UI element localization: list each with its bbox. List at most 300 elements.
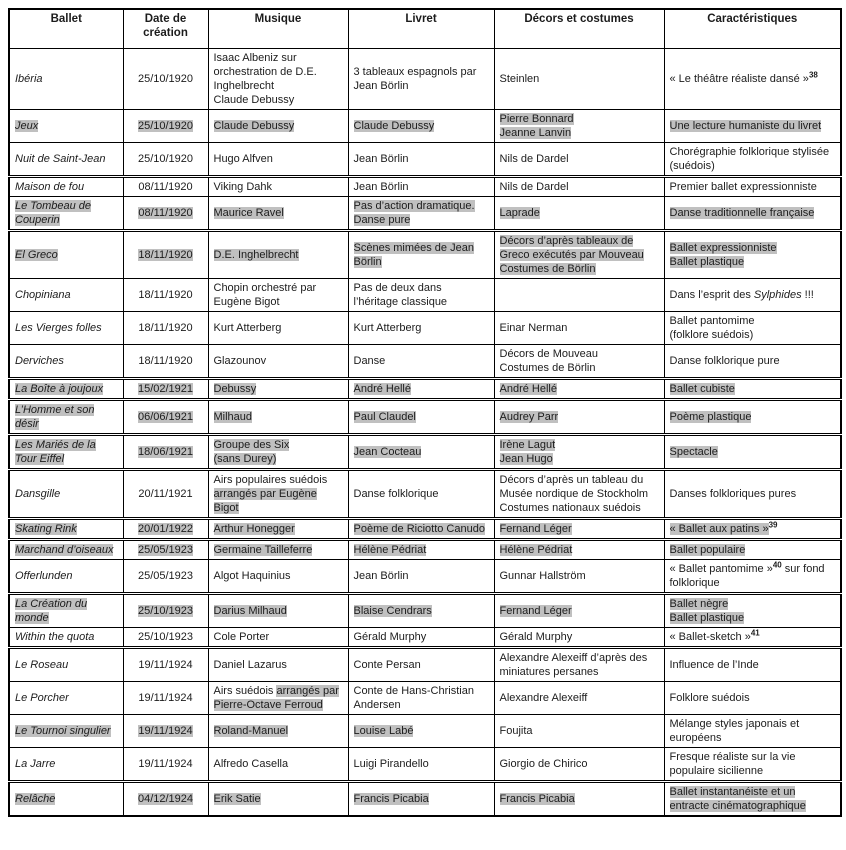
table-cell [348,49,494,110]
cell-text: Glazounov [213,355,267,367]
table-row [9,110,841,143]
column-header: Caractéristiques [664,9,841,49]
cell-text: La Création du monde [15,598,88,624]
table-cell [208,748,348,782]
table-cell [208,540,348,560]
cell-text: Relâche [15,793,56,805]
table-cell [348,715,494,748]
cell-text: Irène Lagut [499,439,556,451]
table-cell [494,715,664,748]
table-row [9,648,841,682]
table-cell [208,560,348,594]
table-row [9,312,841,345]
footnote-ref: 41 [750,628,760,638]
table-cell [664,312,841,345]
table-cell [9,400,123,435]
cell-text: Poème plastique [669,411,752,423]
cell-text: Nils de Dardel [499,153,569,165]
cell-text: Within the quota [15,631,95,643]
cell-text: 25/10/1920 [137,120,194,132]
table-cell [494,682,664,715]
table-row [9,49,841,110]
cell-text: Hugo Alfven [213,153,273,165]
table-cell [664,470,841,519]
cell-text: Danse [353,355,386,367]
cell-text: Jean Hugo [499,453,553,465]
table-cell [123,540,208,560]
cell-text: André Hellé [353,383,411,395]
cell-text: Décors de Mouveau [499,348,598,360]
cell-text: Paul Claudel [353,411,416,423]
table-cell [664,782,841,817]
cell-text: Germaine Tailleferre [213,544,313,556]
table-cell [348,110,494,143]
cell-text: 20/01/1922 [137,523,194,535]
table-cell [208,345,348,379]
cell-text: Claude Debussy [213,94,295,106]
cell-text: Fernand Léger [499,605,572,617]
table-row [9,782,841,817]
table-cell [494,594,664,628]
cell-text: Folklore suédois [669,692,750,704]
cell-text: 18/11/1920 [138,289,193,301]
table-cell [123,379,208,400]
table-cell [494,345,664,379]
table-cell [123,748,208,782]
table-cell [123,143,208,177]
table-cell [9,143,123,177]
table-cell [664,748,841,782]
column-header: Date de création [123,9,208,49]
cell-text: Dans l’esprit des [669,289,754,301]
cell-text: Une lecture humaniste du livret [669,120,822,132]
cell-text: 18/06/1921 [137,446,194,458]
table-cell [348,470,494,519]
table-cell [494,312,664,345]
cell-text: Dansgille [15,488,61,500]
cell-text: Jeanne Lanvin [499,127,572,139]
table-cell [123,49,208,110]
table-cell [9,648,123,682]
table-cell [208,400,348,435]
cell-text: Ballet instantanéiste et un entracte cinématographique [669,786,806,812]
footnote-ref: 40 [772,560,782,570]
cell-text: Gérald Murphy [499,631,573,643]
table-cell [348,628,494,648]
table-row [9,197,841,231]
table-cell [208,177,348,197]
table-cell [208,110,348,143]
table-cell [348,435,494,470]
table-cell [664,400,841,435]
table-cell [123,197,208,231]
table-cell [9,628,123,648]
table-cell [494,279,664,312]
cell-text: (suédois) [669,160,715,172]
cell-text: Ballet populaire [669,544,746,556]
table-cell [348,560,494,594]
cell-text: Gunnar Hallström [499,570,586,582]
cell-text: Claude Debussy [353,120,435,132]
table-cell [494,177,664,197]
cell-text: Scènes mimées de Jean Börlin [353,242,474,268]
cell-text: 19/11/1924 [138,692,193,704]
table-cell [494,143,664,177]
cell-text: Jean Cocteau [353,446,422,458]
table-cell [494,519,664,540]
table-row [9,519,841,540]
cell-text: Isaac Albeniz sur orchestration de D.E. Inghelbrecht [213,52,317,92]
table-cell [664,110,841,143]
cell-text: Les Mariés de la Tour Eiffel [15,439,96,465]
table-cell [494,560,664,594]
cell-text: 18/11/1920 [138,249,193,261]
table-cell [494,110,664,143]
cell-text: sur fond folklorique [669,563,825,589]
table-cell [348,177,494,197]
table-cell [9,49,123,110]
table-cell [9,560,123,594]
table-cell [9,682,123,715]
cell-text: Pas d’action dramatique. Danse pure [353,200,475,226]
cell-text: Foujita [499,725,533,737]
cell-text: Hélène Pédriat [353,544,427,556]
table-cell [208,279,348,312]
table-row [9,628,841,648]
table-cell [494,231,664,279]
cell-text: Kurt Atterberg [353,322,422,334]
cell-text: Milhaud [213,411,253,423]
cell-text: 08/11/1920 [138,207,193,219]
table-cell [494,628,664,648]
cell-text: Nils de Dardel [499,181,569,193]
table-cell [9,379,123,400]
cell-text: 20/11/1921 [138,488,193,500]
cell-text: Viking Dahk [213,181,272,193]
cell-text: Blaise Cendrars [353,605,432,617]
cell-text: Conte Persan [353,659,421,671]
table-cell [123,470,208,519]
table-cell [664,540,841,560]
table-header [9,9,841,49]
table-cell [208,648,348,682]
cell-text: Francis Picabia [353,793,429,805]
cell-text: Danse folklorique pure [669,355,780,367]
cell-text: Chorégraphie folklorique stylisée [669,146,830,158]
cell-text: Steinlen [499,73,540,85]
cell-text: Ballet plastique [669,612,745,624]
cell-text: Décors d’après un tableau du Musée nordique de Stockholm [499,474,649,500]
cell-text: 25/10/1920 [137,73,194,85]
ballets-table [8,8,842,817]
table-cell [123,648,208,682]
cell-text: Jean Börlin [353,153,409,165]
cell-text: Ballet expressionniste [669,242,777,254]
table-cell [208,197,348,231]
table-cell [348,682,494,715]
table-cell [348,519,494,540]
cell-text: El Greco [15,249,58,261]
table-cell [494,400,664,435]
cell-text: Danse folklorique [353,488,439,500]
table-cell [208,782,348,817]
footnote-ref: 39 [768,520,778,530]
cell-text: 08/11/1920 [138,181,193,193]
table-cell [208,682,348,715]
table-row [9,379,841,400]
table-cell [9,177,123,197]
table-cell [348,231,494,279]
cell-text: La Jarre [15,758,56,770]
cell-text: Arthur Honegger [213,523,295,535]
cell-text: !!! [801,289,814,301]
table-cell [494,782,664,817]
cell-text: Ballet plastique [669,256,745,268]
table-header-row [9,9,841,49]
cell-text: Audrey Parr [499,411,559,423]
table-row [9,560,841,594]
cell-text: Einar Nerman [499,322,568,334]
table-cell [123,594,208,628]
table-cell [123,177,208,197]
cell-text: Groupe des Six [213,439,290,451]
cell-text: Conte de Hans-Christian Andersen [353,685,474,711]
table-cell [348,279,494,312]
cell-text: Poème de Riciotto Canudo [353,523,485,535]
cell-text: Hélène Pédriat [499,544,573,556]
table-cell [664,628,841,648]
cell-text: 18/11/1920 [138,355,193,367]
cell-text: Kurt Atterberg [213,322,282,334]
table-cell [9,279,123,312]
cell-text: La Boîte à joujoux [15,383,104,395]
cell-text: Fernand Léger [499,523,572,535]
table-cell [664,279,841,312]
cell-text: Costumes de Börlin [499,362,596,374]
cell-text: Maurice Ravel [213,207,284,219]
table-cell [9,519,123,540]
table-cell [664,648,841,682]
cell-text: 04/12/1924 [137,793,194,805]
table-cell [123,400,208,435]
cell-text: 19/11/1924 [138,758,193,770]
cell-text: arrangés par Pierre-Octave Ferroud [213,685,339,711]
cell-text: Giorgio de Chirico [499,758,588,770]
cell-text: Cole Porter [213,631,270,643]
cell-text: Nuit de Saint-Jean [15,153,106,165]
cell-text: Louise Labé [353,725,414,737]
table-cell [664,379,841,400]
table-cell [494,435,664,470]
table-cell [9,345,123,379]
cell-text: Jean Börlin [353,181,409,193]
cell-text: Sylphides [753,289,802,301]
cell-text: Danse traditionnelle française [669,207,815,219]
cell-text: Costumes de Börlin [499,263,596,275]
table-cell [9,470,123,519]
table-cell [123,312,208,345]
cell-text: Alexandre Alexeiff [499,692,588,704]
cell-text: Ballet nègre [669,598,729,610]
cell-text: André Hellé [499,383,557,395]
table-cell [9,782,123,817]
footnote-ref: 38 [808,70,818,80]
cell-text: Le Tournoi singulier [15,725,111,737]
table-cell [348,312,494,345]
cell-text: Alfredo Casella [213,758,289,770]
table-row [9,594,841,628]
table-cell [123,231,208,279]
table-cell [348,748,494,782]
column-header: Livret [348,9,494,49]
table-cell [348,345,494,379]
table-cell [208,628,348,648]
table-cell [494,470,664,519]
cell-text: Pas de deux dans l’héritage classique [353,282,448,308]
table-cell [9,435,123,470]
cell-text: D.E. Inghelbrecht [213,249,299,261]
table-cell [208,143,348,177]
cell-text: 06/06/1921 [137,411,194,423]
cell-text: « Le théâtre réaliste dansé » [669,73,809,85]
cell-text: Derviches [15,355,64,367]
cell-text: Darius Milhaud [213,605,287,617]
cell-text: Spectacle [669,446,718,458]
cell-text: « Ballet aux patins » [669,523,769,535]
cell-text: Influence de l’Inde [669,659,759,671]
cell-text: Alexandre Alexeiff d’après des miniatures persanes [499,652,648,678]
table-body [9,49,841,817]
cell-text: Chopin orchestré par Eugène Bigot [213,282,317,308]
table-cell [664,715,841,748]
cell-text: Décors d’après tableaux de Greco exécutés par Mouveau [499,235,644,261]
table-cell [9,748,123,782]
column-header: Décors et costumes [494,9,664,49]
table-row [9,435,841,470]
table-cell [9,231,123,279]
cell-text: Maison de fou [15,181,85,193]
cell-text: Les Vierges folles [15,322,102,334]
table-cell [208,49,348,110]
cell-text: Algot Haquinius [213,570,291,582]
table-row [9,748,841,782]
cell-text: Le Roseau [15,659,69,671]
cell-text: Offerlunden [15,570,73,582]
table-cell [123,628,208,648]
table-cell [664,177,841,197]
table-cell [348,540,494,560]
cell-text: « Ballet-sketch » [669,631,751,643]
cell-text: 25/10/1920 [137,153,194,165]
table-row [9,715,841,748]
table-cell [494,49,664,110]
cell-text: Ballet cubiste [669,383,735,395]
cell-text: Costumes nationaux suédois [499,502,641,514]
table-cell [494,748,664,782]
table-cell [123,345,208,379]
table-cell [123,435,208,470]
cell-text: arrangés par Eugène Bigot [213,488,317,514]
cell-text: Roland-Manuel [213,725,289,737]
cell-text: Airs populaires suédois [213,474,328,486]
cell-text: Pierre Bonnard [499,113,574,125]
cell-text: « Ballet pantomime » [669,563,773,575]
table-cell [664,143,841,177]
table-cell [208,519,348,540]
table-cell [664,345,841,379]
table-cell [123,519,208,540]
cell-text: Francis Picabia [499,793,575,805]
table-cell [123,715,208,748]
table-cell [9,110,123,143]
cell-text: L’Homme et son désir [15,404,95,430]
table-cell [208,435,348,470]
table-cell [9,715,123,748]
cell-text: Airs suédois [213,685,277,697]
table-row [9,231,841,279]
cell-text: 3 tableaux espagnols par Jean Börlin [353,66,477,92]
cell-text: Chopiniana [15,289,71,301]
cell-text: Daniel Lazarus [213,659,287,671]
column-header: Ballet [9,9,123,49]
table-cell [348,648,494,682]
cell-text: Fresque réaliste sur la vie populaire sicilienne [669,751,796,777]
table-cell [494,197,664,231]
table-cell [9,540,123,560]
column-header: Musique [208,9,348,49]
table-cell [664,197,841,231]
table-cell [123,782,208,817]
table-row [9,540,841,560]
table-cell [494,540,664,560]
table-cell [348,379,494,400]
cell-text: Le Porcher [15,692,69,704]
table-cell [348,594,494,628]
cell-text: 19/11/1924 [138,725,193,737]
table-cell [123,682,208,715]
table-cell [348,197,494,231]
table-cell [9,312,123,345]
cell-text: Mélange styles japonais et européens [669,718,800,744]
table-cell [348,143,494,177]
table-cell [208,594,348,628]
cell-text: Skating Rink [15,523,77,535]
cell-text: Claude Debussy [213,120,295,132]
table-cell [348,400,494,435]
table-cell [208,312,348,345]
cell-text: Luigi Pirandello [353,758,429,770]
table-cell [208,231,348,279]
table-cell [664,594,841,628]
table-cell [208,379,348,400]
cell-text: Marchand d’oiseaux [15,544,114,556]
table-cell [208,715,348,748]
cell-text: Gérald Murphy [353,631,427,643]
cell-text: Ibéria [15,73,43,85]
cell-text: 25/05/1923 [137,570,194,582]
table-cell [664,435,841,470]
cell-text: 25/05/1923 [137,544,194,556]
table-cell [664,682,841,715]
table-row [9,177,841,197]
cell-text: Premier ballet expressionniste [669,181,817,193]
table-cell [494,379,664,400]
cell-text: 19/11/1924 [138,659,193,671]
table-cell [123,279,208,312]
table-cell [9,197,123,231]
table-cell [208,470,348,519]
table-row [9,400,841,435]
